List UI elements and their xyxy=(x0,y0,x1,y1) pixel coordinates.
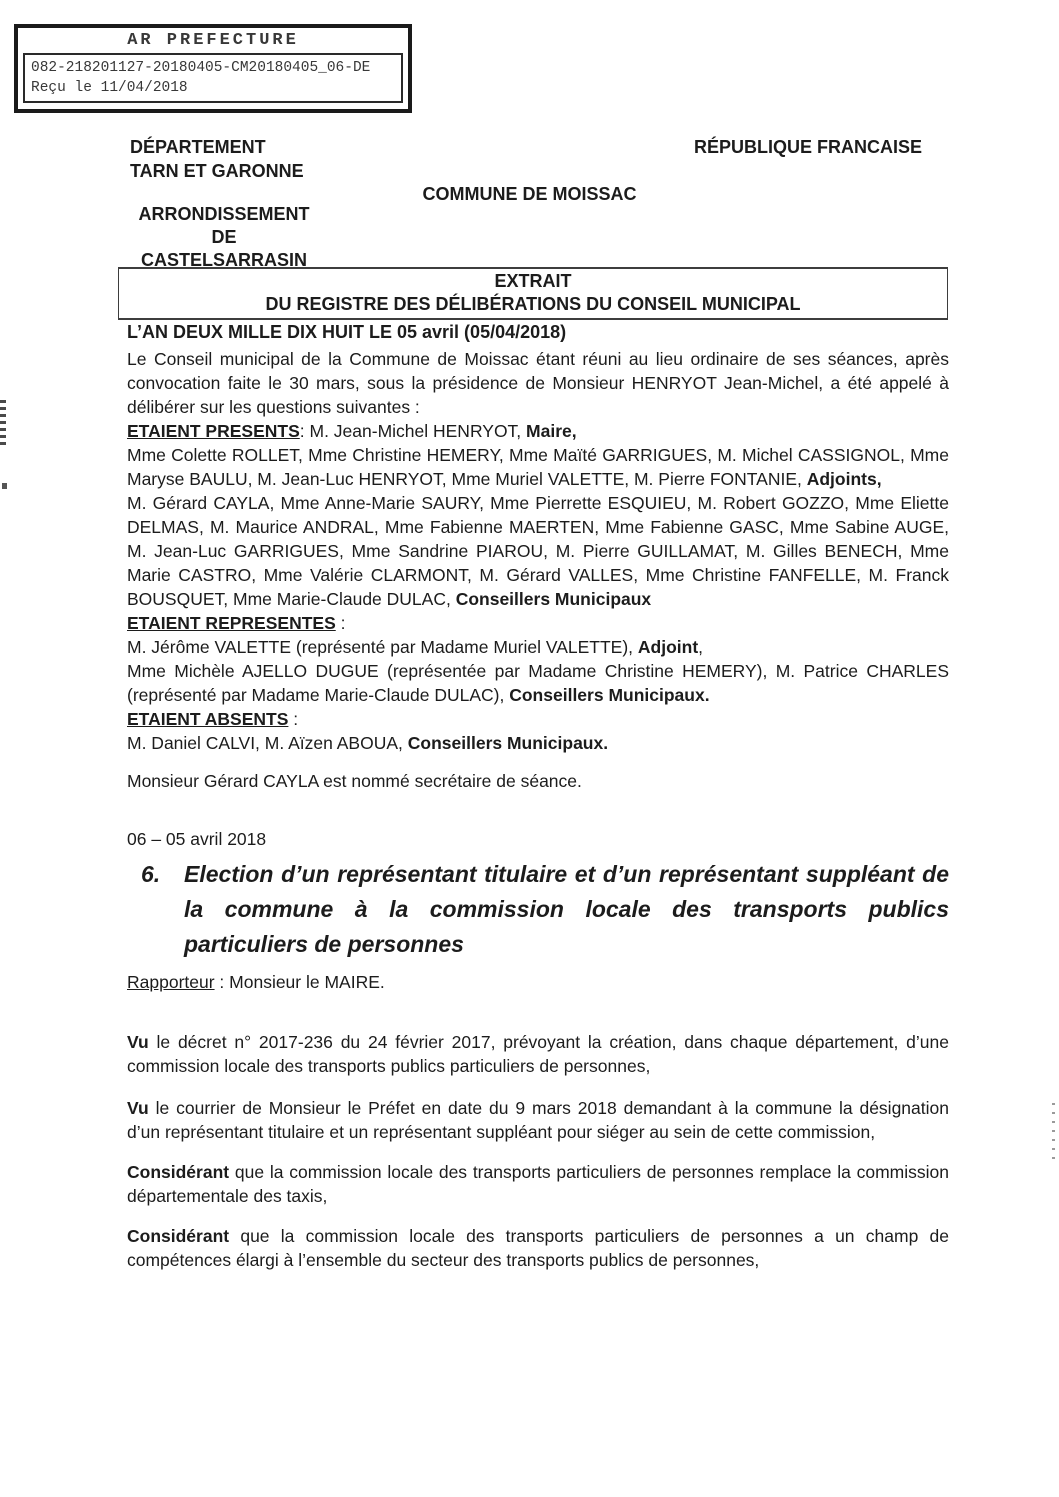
arrondissement-label: ARRONDISSEMENT xyxy=(138,204,310,224)
title-extrait: EXTRAIT xyxy=(494,271,572,291)
item-reference: 06 – 05 avril 2018 xyxy=(127,829,267,849)
department-label: DÉPARTEMENT xyxy=(130,137,266,157)
arrondissement-block xyxy=(128,203,320,272)
vu-decret: Vu le décret n° 2017-236 du 24 février 2017, prévoyant la création, dans chaque département, d’une commission locale des transports publics particuliers de personnes, xyxy=(127,1032,949,1076)
considerant-2: Considérant que la commission locale des transports particuliers de personnes a un champ de compétences élargi à l’ensemble du secteur des transports publics de personnes, xyxy=(127,1226,949,1270)
rapporteur-line: Rapporteur : Monsieur le MAIRE. xyxy=(127,972,385,992)
prefecture-stamp xyxy=(14,24,412,113)
motion-heading xyxy=(127,857,949,962)
session-dateline: L’AN DEUX MILLE DIX HUIT LE 05 avril (05/04/2018) xyxy=(127,322,567,342)
presents-line: ETAIENT PRESENTS: M. Jean-Michel HENRYOT, Maire, xyxy=(127,421,577,441)
representes-line-1: M. Jérôme VALETTE (représenté par Madame Muriel VALETTE), Adjoint, xyxy=(127,637,704,657)
conseillers-line: M. Gérard CAYLA, Mme Anne-Marie SAURY, Mme Pierrette ESQUIEU, M. Robert GOZZO, Mme Eliette DELMAS, M. Maurice ANDRAL, Mme Fabienne MAERTEN, Mme Fabienne GASC, Mme Sabine AUGE, M. Jean-Luc GARRIGUES, Mme Sandrine PIAROU, M. Pierre GUILLAMAT, M. Gilles BENECH, Mme Marie CASTRO, Mme Valérie CLARMONT, M. Gérard VALLES, Mme Christine FANFELLE, M. Franck BOUSQUET, Mme Marie-Claude DULAC, Conseillers Municipaux xyxy=(127,493,949,609)
representes-label: ETAIENT REPRESENTES : xyxy=(127,613,346,633)
arrondissement-name: CASTELSARRASIN xyxy=(140,250,307,270)
representes-line-2: Mme Michèle AJELLO DUGUE (représentée par Madame Christine HEMERY), M. Patrice CHARLES (représenté par Madame Marie-Claude DULAC), Conseillers Municipaux. xyxy=(127,661,949,705)
absents-label: ETAIENT ABSENTS : xyxy=(127,709,299,729)
commune-label: COMMUNE DE MOISSAC xyxy=(422,184,637,204)
vu-courrier: Vu le courrier de Monsieur le Préfet en date du 9 mars 2018 demandant à la commune la désignation d’un représentant titulaire et un représentant suppléant pour siéger au sein de cette commission, xyxy=(127,1098,949,1142)
title-registre: DU REGISTRE DES DÉLIBÉRATIONS DU CONSEIL MUNICIPAL xyxy=(265,294,801,314)
department-block xyxy=(130,135,304,183)
scan-artifact-left xyxy=(0,400,6,446)
scan-artifact-left-2 xyxy=(2,483,7,489)
republic-label: RÉPUBLIQUE FRANCAISE xyxy=(693,137,922,157)
department-name: TARN ET GARONNE xyxy=(130,161,304,181)
session-intro: Le Conseil municipal de la Commune de Moissac étant réuni au lieu ordinaire de ses séances, après convocation faite le 30 mars, sous la présidence de Monsieur HENRYOT Jean-Michel, a été appelé à délibérer sur les questions suivantes : xyxy=(127,349,949,417)
motion-title: Election d’un représentant titulaire et d’un représentant suppléant de la commune à la commission locale des transports publics particuliers de personnes xyxy=(184,861,949,957)
secretary-line: Monsieur Gérard CAYLA est nommé secrétaire de séance. xyxy=(127,771,582,791)
arrondissement-de: DE xyxy=(211,227,237,247)
stamp-code: 082-218201127-20180405-CM20180405_06-DE xyxy=(31,60,371,76)
absents-line: M. Daniel CALVI, M. Aïzen ABOUA, Conseillers Municipaux. xyxy=(127,733,609,753)
document-body xyxy=(127,320,949,1272)
scan-artifact-right xyxy=(1052,1103,1055,1163)
title-box xyxy=(118,267,948,320)
adjoints-line: Mme Colette ROLLET, Mme Christine HEMERY, Mme Maïté GARRIGUES, M. Michel CASSIGNOL, Mme Maryse BAULU, M. Jean-Luc HENRYOT, Mme Muriel VALETTE, M. Pierre FONTANIE, Adjoints, xyxy=(127,445,949,489)
stamp-received-date: Reçu le 11/04/2018 xyxy=(31,80,188,96)
stamp-inner-box xyxy=(23,53,403,103)
stamp-title: AR PREFECTURE xyxy=(127,31,299,50)
considerant-1: Considérant que la commission locale des transports particuliers de personnes remplace la commission départementale des taxis, xyxy=(127,1162,949,1206)
motion-number: 6. xyxy=(141,861,161,887)
